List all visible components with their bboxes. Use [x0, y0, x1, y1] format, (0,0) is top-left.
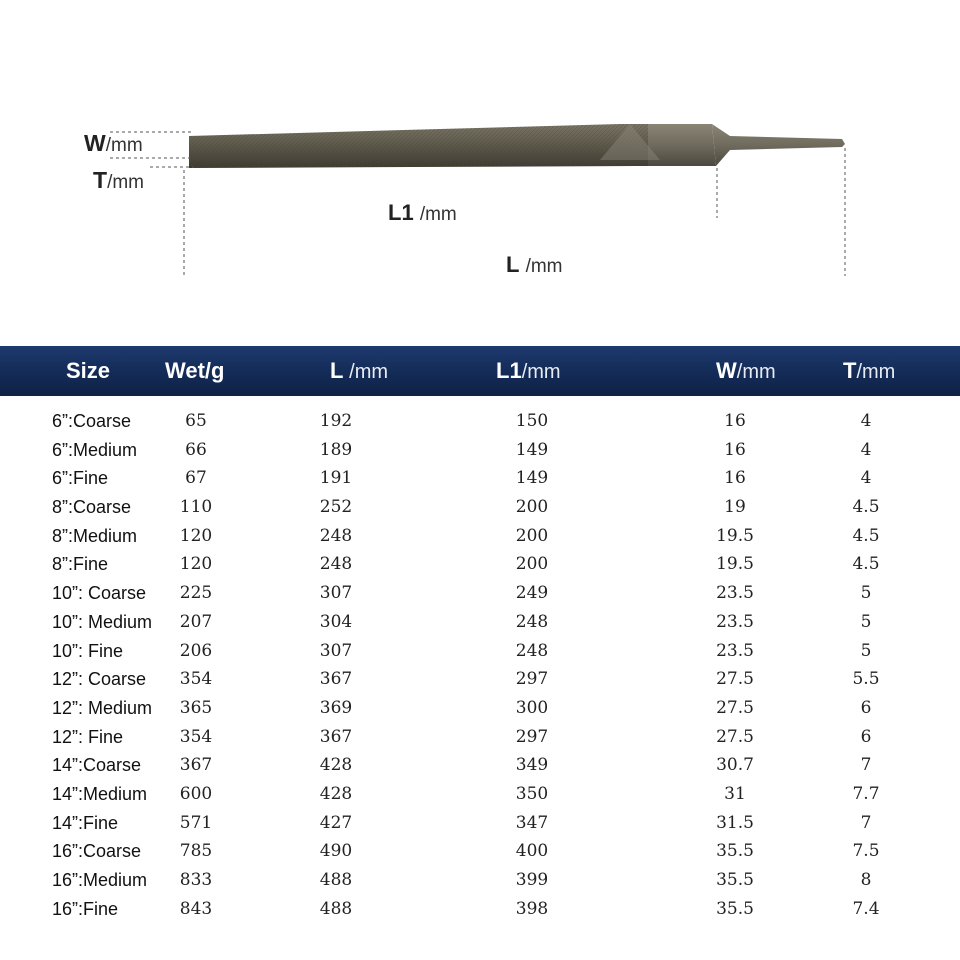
cell-length: 488	[319, 898, 353, 919]
cell-size: 10”: Fine	[52, 640, 124, 661]
cell-weight: 600	[179, 783, 213, 804]
cell-size: 12”: Medium	[52, 697, 153, 718]
cell-length: 428	[319, 783, 353, 804]
cell-length: 192	[319, 411, 353, 431]
cell-length: 304	[319, 611, 353, 632]
cell-width: 31	[724, 783, 746, 804]
file-tang	[712, 124, 845, 166]
cell-length1: 200	[515, 554, 549, 575]
cell-weight: 65	[185, 411, 207, 431]
cell-length: 488	[319, 870, 353, 890]
cell-width: 27.5	[716, 697, 754, 718]
table-row	[0, 695, 960, 724]
cell-length1: 200	[515, 497, 549, 518]
cell-length: 367	[319, 726, 353, 747]
table-row	[0, 724, 960, 753]
cell-weight: 67	[185, 468, 207, 489]
cell-width: 23.5	[716, 583, 754, 604]
cell-weight: 571	[179, 812, 213, 833]
cell-thickness: 4.5	[852, 525, 880, 546]
thickness-dimension-label: T/mm	[93, 167, 144, 193]
cell-length: 248	[319, 554, 353, 575]
cell-thickness: 5	[860, 583, 872, 604]
table-row	[0, 638, 960, 667]
cell-weight: 367	[179, 755, 213, 776]
cell-size: 16”:Medium	[52, 870, 148, 890]
file-dimension-diagram	[0, 0, 960, 340]
cell-length: 248	[319, 525, 353, 546]
cell-size: 10”: Coarse	[52, 583, 147, 604]
table-row	[0, 609, 960, 638]
cell-size: 6”:Medium	[52, 439, 138, 460]
cell-thickness: 4.5	[852, 497, 880, 518]
cell-size: 12”: Fine	[52, 726, 124, 747]
cell-weight: 206	[179, 640, 213, 661]
cell-size: 8”:Fine	[52, 554, 109, 575]
cell-thickness: 7.5	[852, 841, 880, 862]
cell-width: 19.5	[716, 554, 754, 575]
cell-length: 307	[319, 640, 353, 661]
cell-size: 14”:Coarse	[52, 755, 142, 776]
cell-size: 16”:Coarse	[52, 841, 142, 862]
cell-thickness: 7.7	[852, 783, 880, 804]
cell-weight: 354	[179, 669, 213, 690]
cell-weight: 833	[179, 870, 213, 890]
header-width: W/mm	[716, 358, 776, 383]
cell-length1: 399	[515, 870, 549, 890]
cell-width: 31.5	[716, 812, 754, 833]
cell-length: 307	[319, 583, 353, 604]
cell-length1: 400	[515, 841, 549, 862]
cell-weight: 66	[185, 439, 207, 460]
cell-width: 16	[724, 468, 746, 489]
cell-thickness: 5	[860, 611, 872, 632]
table-row	[0, 752, 960, 781]
cell-size: 10”: Medium	[52, 611, 153, 632]
cell-length1: 347	[515, 812, 549, 833]
cell-length1: 200	[515, 525, 549, 546]
table-row	[0, 408, 960, 437]
cell-width: 23.5	[716, 640, 754, 661]
cell-length: 367	[319, 669, 353, 690]
cell-width: 16	[724, 439, 746, 460]
cell-weight: 785	[179, 841, 213, 862]
table-row	[0, 781, 960, 810]
cell-thickness: 6	[860, 726, 872, 747]
table-row	[0, 810, 960, 839]
cell-length1: 150	[515, 411, 549, 431]
total-length-dimension-label: L /mm	[506, 252, 563, 277]
cell-length: 490	[319, 841, 353, 862]
cell-length: 189	[319, 439, 353, 460]
cell-length1: 300	[515, 697, 549, 718]
cell-thickness: 5.5	[852, 669, 880, 690]
cell-weight: 354	[179, 726, 213, 747]
cell-weight: 225	[179, 583, 213, 604]
cell-thickness: 4.5	[852, 554, 880, 575]
header-length1: L1/mm	[496, 358, 561, 383]
cell-width: 30.7	[716, 755, 754, 776]
cell-length1: 349	[515, 755, 549, 776]
cell-size: 16”:Fine	[52, 898, 119, 919]
cell-thickness: 7	[860, 812, 872, 833]
table-row	[0, 551, 960, 580]
table-row	[0, 896, 960, 925]
cell-thickness: 4	[860, 439, 872, 460]
cell-width: 27.5	[716, 669, 754, 690]
table-row	[0, 838, 960, 867]
cell-size: 8”:Coarse	[52, 497, 132, 518]
spec-table-body	[0, 408, 960, 924]
cell-thickness: 6	[860, 697, 872, 718]
cell-width: 23.5	[716, 611, 754, 632]
cell-width: 35.5	[716, 870, 754, 890]
cell-size: 14”:Medium	[52, 783, 148, 804]
cell-length1: 297	[515, 726, 549, 747]
table-row	[0, 465, 960, 494]
cell-weight: 843	[179, 898, 213, 919]
cell-weight: 207	[179, 611, 213, 632]
flat-file-illustration	[0, 0, 960, 340]
cell-length: 427	[319, 812, 353, 833]
cell-size: 14”:Fine	[52, 812, 119, 833]
cell-size: 6”:Coarse	[52, 411, 132, 431]
cell-width: 19	[724, 497, 746, 518]
header-weight: Wet/g	[165, 358, 225, 383]
cell-width: 35.5	[716, 841, 754, 862]
cell-width: 19.5	[716, 525, 754, 546]
cell-length1: 149	[515, 468, 549, 489]
cell-thickness: 4	[860, 468, 872, 489]
cell-size: 8”:Medium	[52, 525, 138, 546]
cell-thickness: 5	[860, 640, 872, 661]
table-row	[0, 494, 960, 523]
table-row	[0, 523, 960, 552]
cell-weight: 120	[179, 554, 213, 575]
cell-length: 428	[319, 755, 353, 776]
cell-length: 252	[319, 497, 353, 518]
file-length-dimension-label: L1 /mm	[388, 200, 457, 225]
cell-width: 16	[724, 411, 746, 431]
header-size: Size	[66, 358, 111, 383]
header-length: L /mm	[330, 358, 389, 383]
width-dimension-label: W/mm	[84, 130, 143, 156]
cell-weight: 365	[179, 697, 213, 718]
cell-length1: 297	[515, 669, 549, 690]
cell-weight: 110	[179, 497, 213, 518]
cell-thickness: 4	[860, 411, 872, 431]
cell-length1: 398	[515, 898, 549, 919]
cell-length: 191	[319, 468, 353, 489]
header-thickness: T/mm	[843, 358, 896, 383]
table-row	[0, 666, 960, 695]
table-row	[0, 867, 960, 896]
cell-width: 35.5	[716, 898, 754, 919]
cell-length1: 149	[515, 439, 549, 460]
cell-width: 27.5	[716, 726, 754, 747]
cell-length1: 350	[515, 783, 549, 804]
cell-length: 369	[319, 697, 353, 718]
cell-thickness: 8	[860, 870, 872, 890]
cell-length1: 248	[515, 611, 549, 632]
table-row	[0, 580, 960, 609]
cell-thickness: 7	[860, 755, 872, 776]
cell-weight: 120	[179, 525, 213, 546]
cell-size: 12”: Coarse	[52, 669, 147, 690]
table-row	[0, 437, 960, 466]
cell-length1: 248	[515, 640, 549, 661]
cell-size: 6”:Fine	[52, 468, 109, 489]
cell-length1: 249	[515, 583, 549, 604]
table-header	[0, 346, 960, 396]
cell-thickness: 7.4	[852, 898, 880, 919]
